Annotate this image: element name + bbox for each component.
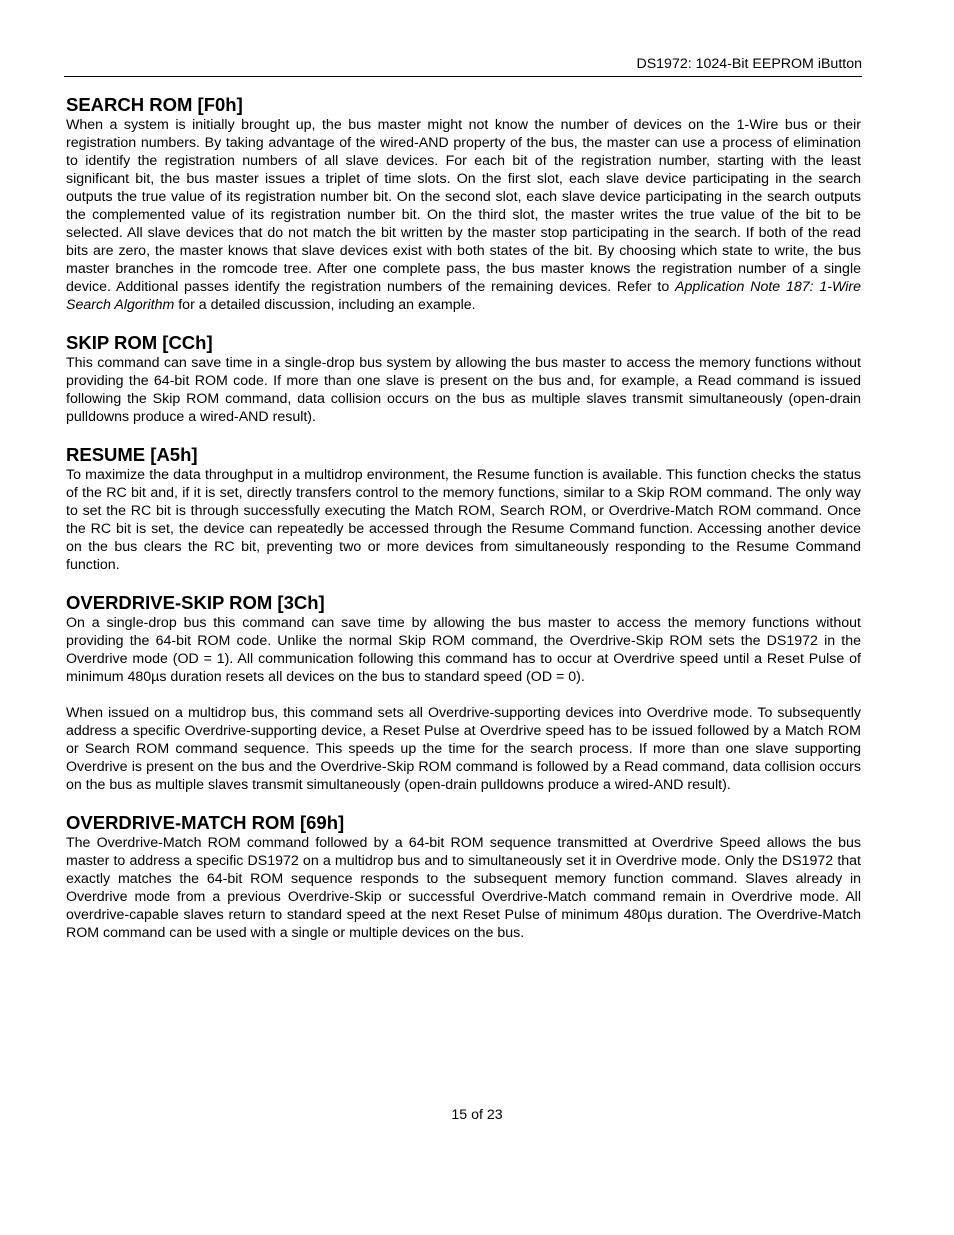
section-skip-rom — [66, 332, 861, 426]
section-paragraph: The Overdrive-Match ROM command followed by a 64-bit ROM sequence transmitted at Overdrive Speed allows the bus master to address a specific DS1972 on a multidrop bus and to simultaneously set it in Overdrive mode. Only the DS1972 that exactly matches the 64-bit ROM sequence responds to the subsequent memory function command. Slaves already in Overdrive mode from a previous Overdrive-Skip or successful Overdrive-Match command remain in Overdrive mode. All overdrive-capable slaves return to standard speed at the next Reset Pulse of minimum 480µs duration. The Overdrive-Match ROM command can be used with a single or multiple devices on the bus. — [66, 835, 861, 941]
section-title: SKIP ROM [CCh] — [66, 332, 213, 353]
section-paragraph: When issued on a multidrop bus, this command sets all Overdrive-supporting devices into Overdrive mode. To subsequently address a specific Overdrive-supporting device, a Reset Pulse at Overdrive speed has to be issued followed by a Match ROM or Search ROM command sequence. This speeds up the time for the search process. If more than one slave supporting Overdrive is present on the bus and the Overdrive-Skip ROM command is followed by a Read command, data collision occurs on the bus as multiple slaves transmit simultaneously (open-drain pulldowns produce a wired-AND result). — [66, 705, 861, 793]
section-paragraph: This command can save time in a single-drop bus system by allowing the bus master to access the memory functions without providing the 64-bit ROM code. If more than one slave is present on the bus and, for example, a Read command is issued following the Skip ROM command, data collision occurs on the bus as multiple slaves transmit simultaneously (open-drain pulldowns produce a wired-AND result). — [66, 355, 861, 425]
page-content — [66, 94, 861, 942]
section-paragraph — [66, 116, 861, 314]
document-header — [64, 56, 862, 73]
paragraph-text: When a system is initially brought up, the bus master might not know the number of devices on the 1-Wire bus or their registration numbers. By taking advantage of the wired-AND property of the bus, the master can use a process of elimination to identify the registration numbers of all slave devices. For each bit of the registration number, starting with the least significant bit, the bus master issues a triplet of time slots. On the first slot, each slave device participating in the search outputs the true value of its registration number bit. On the second slot, each slave device participating in the search outputs the complemented value of its registration number bit. On the third slot, the master writes the true value of the bit to be selected. All slave devices that do not match the bit written by the master stop participating in the search. If both of the read bits are zero, the master knows that slave devices exist with both states of the bit. By choosing which state to write, the bus master branches in the romcode tree. After one complete pass, the bus master knows the registration number of a single device. Additional passes identify the registration numbers of the remaining devices. Refer to — [66, 117, 861, 295]
section-paragraph: To maximize the data throughput in a multidrop environment, the Resume function is available. This function checks the status of the RC bit and, if it is set, directly transfers control to the memory functions, similar to a Skip ROM command. The only way to set the RC bit is through successfully executing the Match ROM, Search ROM, or Overdrive-Match ROM command. Once the RC bit is set, the device can repeatedly be accessed through the Resume Command function. Accessing another device on the bus clears the RC bit, preventing two or more devices from simultaneously responding to the Resume Command function. — [66, 467, 861, 573]
section-title: SEARCH ROM [F0h] — [66, 94, 243, 115]
section-resume — [66, 444, 861, 574]
header-divider — [64, 76, 862, 77]
section-title: OVERDRIVE-MATCH ROM [69h] — [66, 812, 345, 833]
page-footer — [0, 1107, 954, 1124]
section-paragraph: On a single-drop bus this command can save time by allowing the bus master to access the memory functions without providing the 64-bit ROM code. Unlike the normal Skip ROM command, the Overdrive-Skip ROM sets the DS1972 in the Overdrive mode (OD = 1). All communication following this command has to occur at Overdrive speed until a Reset Pulse of minimum 480µs duration resets all devices on the bus to standard speed (OD = 0). — [66, 615, 861, 685]
page-number: 15 of 23 — [451, 1107, 503, 1123]
document-title: DS1972: 1024-Bit EEPROM iButton — [636, 56, 862, 72]
section-search-rom — [66, 94, 861, 314]
section-title: RESUME [A5h] — [66, 444, 198, 465]
section-overdrive-match-rom — [66, 812, 861, 942]
app-note-reference: Application Note 187: 1-Wire Search Algorithm — [66, 279, 861, 313]
section-overdrive-skip-rom — [66, 592, 861, 794]
paragraph-text: for a detailed discussion, including an example. — [174, 297, 476, 313]
section-title: OVERDRIVE-SKIP ROM [3Ch] — [66, 592, 325, 613]
